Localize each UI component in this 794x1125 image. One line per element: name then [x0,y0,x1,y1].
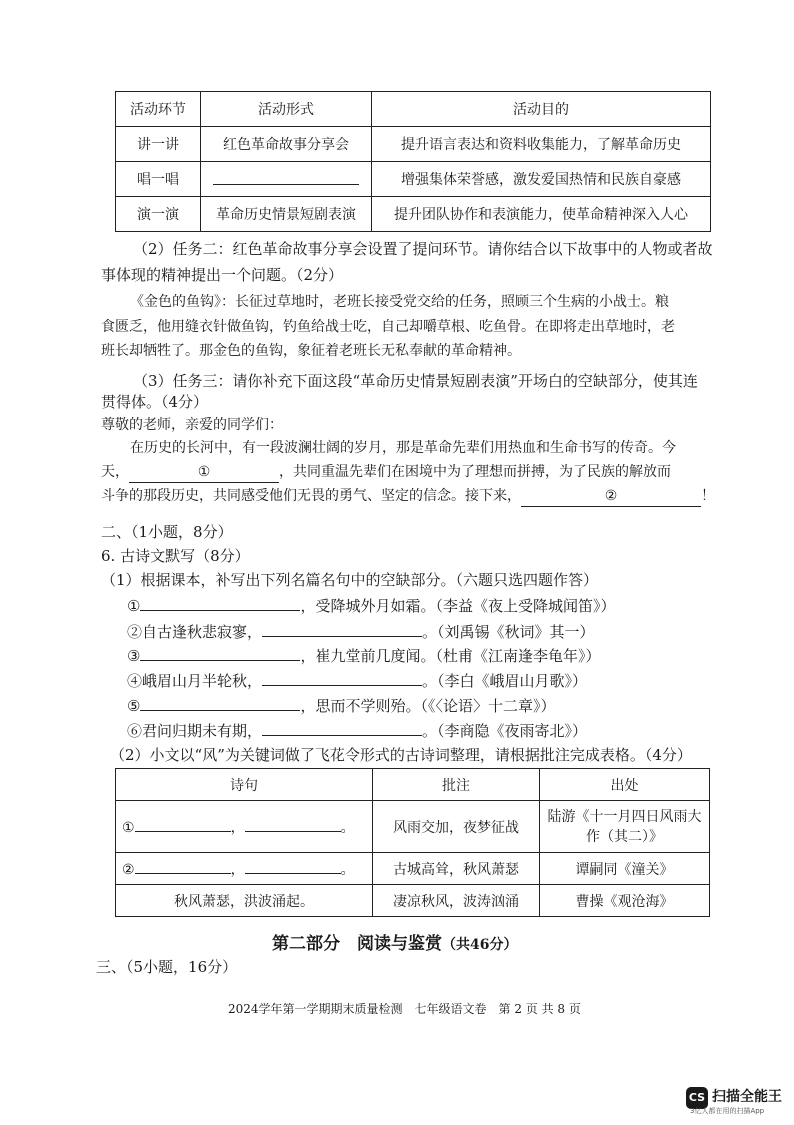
poem-prefix: ⑥君问归期未有期， [127,722,263,740]
poem-item [127,646,600,666]
table-cell: 古城高耸，秋风萧瑟 [373,853,540,885]
poem-item [127,721,587,741]
table-cell [116,801,373,853]
poem-blank[interactable] [262,622,422,637]
part2-title-text: 第二部分 阅读与鉴赏 [272,934,442,954]
poem-prefix: ⑤ [127,697,141,715]
scanner-brand: 扫描全能王 [712,1089,782,1105]
poem-blank[interactable] [245,817,341,832]
task2-story-line2: 食匮乏，他用缝衣针做鱼钩，钓鱼给战士吃，自己却嚼草根、吃鱼骨。在即将走出草地时，老 [101,319,675,335]
table-cell: 红色革命故事分享会 [201,127,372,162]
table-cell: 提升语言表达和资料收集能力，了解革命历史 [372,127,711,162]
poem-prefix: ③ [127,647,141,665]
task3-text: ，共同重温先辈们在困境中为了理想而拼搏，为了民族的解放而 [279,464,671,480]
page-footer: 2024学年第一学期期末质量检测 七年级语文卷 第 2 页 共 8 页 [228,1002,581,1016]
table-cell-blank[interactable] [201,162,372,197]
scanner-logo-icon: CS [686,1087,708,1109]
table-cell: 革命历史情景短剧表演 [201,197,372,232]
poem-punct: 。 [340,819,355,836]
task3-para-line1: 在历史的长河中，有一段波澜壮阔的岁月，那是革命先辈们用热血和生命书写的传奇。今 [130,440,676,456]
section2-heading: 二、（1小题，8分） [101,523,233,541]
task2-prompt-line2: 事体现的精神提出一个问题。（2分） [101,266,344,284]
table-header: 诗句 [116,769,373,801]
answer-blank-2[interactable]: ② [521,486,701,507]
poem-blank[interactable] [135,859,231,874]
table-header: 活动形式 [201,92,372,127]
table-cell: 提升团队协作和表演能力，使革命精神深入人心 [372,197,711,232]
table-header: 批注 [373,769,540,801]
poem-suffix: 。（李商隐《夜雨寄北》） [422,722,588,740]
task2-story-line1: 《金色的鱼钩》：长征过草地时，老班长接受党交给的任务，照顾三个生病的小战士。粮 [130,294,669,310]
table-cell: 秋风萧瑟，洪波涌起。 [116,885,373,917]
poem-punct: ， [230,819,245,836]
poem-mark: ② [122,861,135,878]
poem-prefix: ②自古逢秋悲寂寥， [127,623,263,641]
feihualing-table [115,768,710,917]
table-header: 活动环节 [116,92,201,127]
part2-title [272,929,517,954]
task3-greeting: 尊敬的老师，亲爱的同学们： [101,417,283,433]
table-cell: 凄凉秋风，波涛汹涌 [373,885,540,917]
poem-prefix: ① [127,597,141,615]
question6-sub2: （2）小文以“风”为关键词做了飞花令形式的古诗词整理，请根据批注完成表格。（4分） [110,746,692,764]
poem-blank[interactable] [245,859,341,874]
table-header: 出处 [540,769,710,801]
task2-prompt-line1: （2）任务二：红色革命故事分享会设置了提问环节。请你结合以下故事中的人物或者故 [133,240,713,258]
table-cell: 风雨交加，夜梦征战 [373,801,540,853]
table-cell: 演一演 [116,197,201,232]
table-cell [116,853,373,885]
task3-text: 天， [101,464,129,480]
task3-para-line2 [101,462,671,483]
task3-prompt-line2: 贯得体。（4分） [101,393,209,411]
poem-blank[interactable] [140,596,300,611]
table-header: 活动目的 [372,92,711,127]
task3-prompt-line1: （3）任务三：请你补充下面这段“革命历史情景短剧表演”开场白的空缺部分，使其连 [133,372,698,390]
question6-title: 6. 古诗文默写（8分） [101,547,250,565]
poem-suffix: 。（刘禹锡《秋词》其一） [422,623,595,641]
part2-score: （共46分） [442,937,518,953]
poem-item [127,596,615,616]
poem-punct: 。 [340,861,355,878]
poem-suffix: ，思而不学则殆。（《〈论语〉十二章》） [300,697,556,715]
poem-blank[interactable] [262,721,422,736]
poem-blank[interactable] [140,696,300,711]
task3-text: ！ [701,488,715,504]
table-cell: 讲一讲 [116,127,201,162]
question6-sub1: （1）根据课本，补写出下列名篇名句中的空缺部分。（六题只选四题作答） [101,571,599,589]
task3-para-line3 [101,486,715,507]
poem-prefix: ④峨眉山月半轮秋， [127,672,263,690]
table-cell: 谭嗣同《潼关》 [540,853,710,885]
poem-item [127,671,587,691]
poem-blank[interactable] [135,817,231,832]
table-cell: 唱一唱 [116,162,201,197]
poem-blank[interactable] [262,671,422,686]
table-cell: 陆游《十一月四日风雨大作（其二）》 [540,801,710,853]
table-cell: 曹操《观沧海》 [540,885,710,917]
poem-mark: ① [122,819,135,836]
table-cell: 增强集体荣誉感，激发爱国热情和民族自豪感 [372,162,711,197]
poem-suffix: 。（李白《峨眉山月歌》） [422,672,588,690]
poem-item [127,622,595,642]
task3-text: 斗争的那段历史，共同感受他们无畏的勇气、坚定的信念。接下来， [101,488,521,504]
scanner-tagline: 3亿人都在用的扫描App [690,1107,765,1115]
answer-blank-1[interactable]: ① [129,462,279,483]
activity-table [115,91,711,232]
poem-item [127,696,555,716]
poem-suffix: ，崔九堂前几度闻。（杜甫《江南逢李龟年》） [300,647,601,665]
task2-story-line3: 班长却牺牲了。那金色的鱼钩，象征着老班长无私奉献的革命精神。 [101,343,521,359]
poem-blank[interactable] [140,646,300,661]
poem-punct: ， [230,861,245,878]
section3-heading: 三、（5小题，16分） [96,958,238,976]
poem-suffix: ，受降城外月如霜。（李益《夜上受降城闻笛》） [300,597,616,615]
